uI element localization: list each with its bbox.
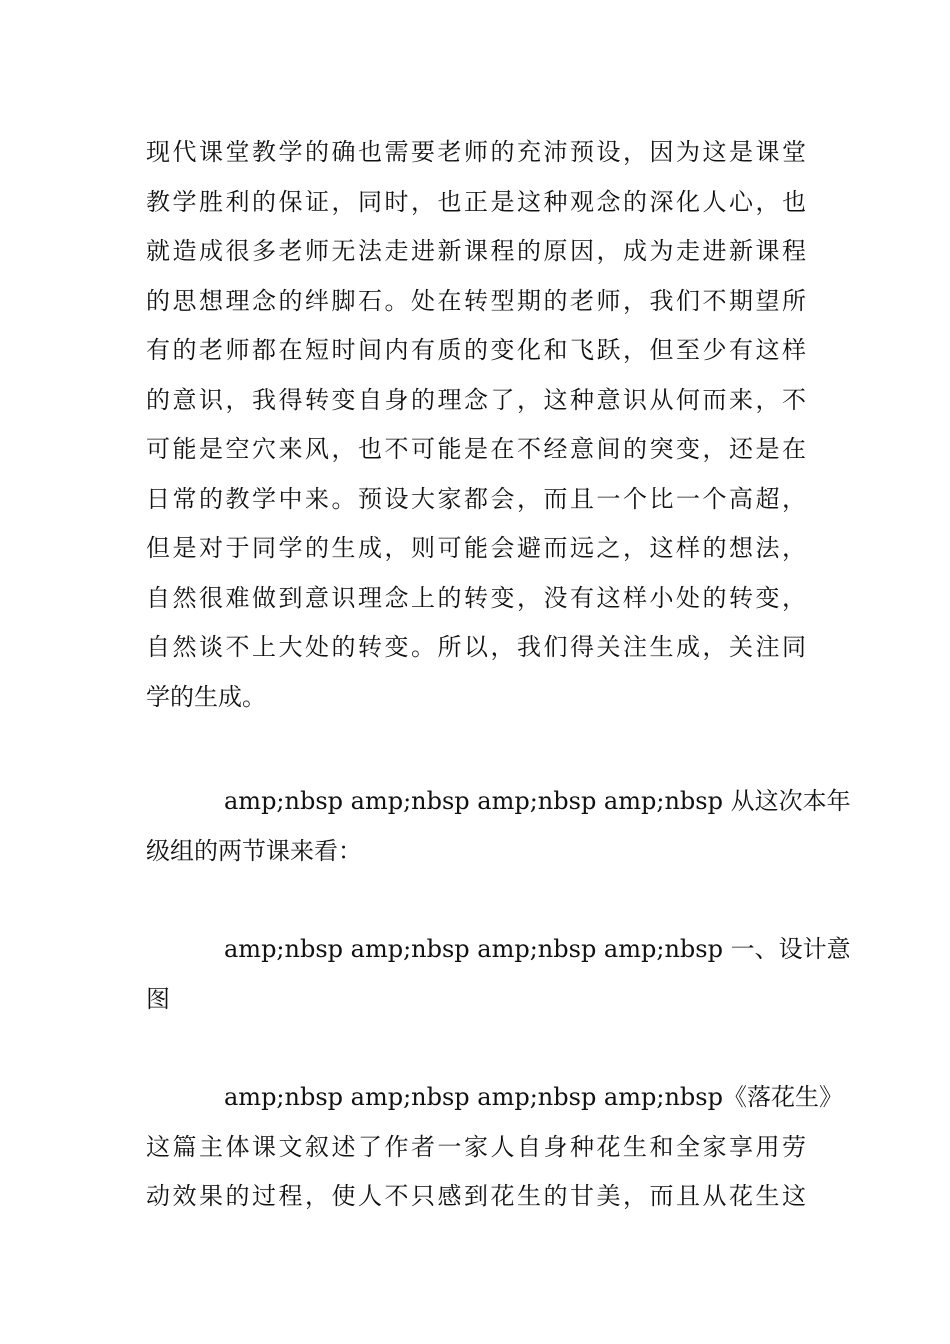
text-line: 日常的教学中来。预设大家都会，而且一个比一个高超， (146, 484, 806, 513)
text-line: amp;nbsp amp;nbsp amp;nbsp amp;nbsp 一、设计意 (224, 935, 851, 963)
text-line: 可能是空穴来风，也不可能是在不经意间的突变，还是在 (146, 435, 806, 463)
paragraph-4 (146, 1073, 843, 1222)
text-line: 这篇主体课文叙述了作者一家人自身种花生和全家享用劳 (146, 1132, 806, 1161)
text-line: 的意识，我得转变自身的理念了，这种意识从何而来，不 (146, 385, 806, 414)
text-line: 但是对于同学的生成，则可能会避而远之，这样的想法， (146, 534, 806, 562)
text-line: 自然谈不上大处的转变。所以，我们得关注生成，关注同 (146, 633, 806, 661)
text-line: amp;nbsp amp;nbsp amp;nbsp amp;nbsp《落花生》 (224, 1083, 843, 1111)
text-line: 动效果的过程，使人不只感到花生的甘美，而且从花生这 (146, 1182, 806, 1210)
text-line: 现代课堂教学的确也需要老师的充沛预设，因为这是课堂 (146, 138, 806, 166)
text-line: 的思想理念的绊脚石。处在转型期的老师，我们不期望所 (146, 286, 806, 315)
text-line: amp;nbsp amp;nbsp amp;nbsp amp;nbsp 从这次本年 (224, 787, 851, 815)
paragraph-3 (146, 925, 851, 1024)
text-line: 级组的两节课来看： (146, 836, 362, 865)
text-line: 教学胜利的保证，同时，也正是这种观念的深化人心，也 (146, 187, 806, 216)
paragraph-1 (146, 128, 806, 722)
text-line: 自然很难做到意识理念上的转变，没有这样小处的转变， (146, 583, 806, 612)
text-line: 图 (146, 984, 170, 1013)
text-line: 学的生成。 (146, 682, 266, 711)
text-line: 有的老师都在短时间内有质的变化和飞跃，但至少有这样 (146, 336, 806, 364)
paragraph-2 (146, 777, 851, 876)
text-line: 就造成很多老师无法走进新课程的原因，成为走进新课程 (146, 237, 806, 265)
